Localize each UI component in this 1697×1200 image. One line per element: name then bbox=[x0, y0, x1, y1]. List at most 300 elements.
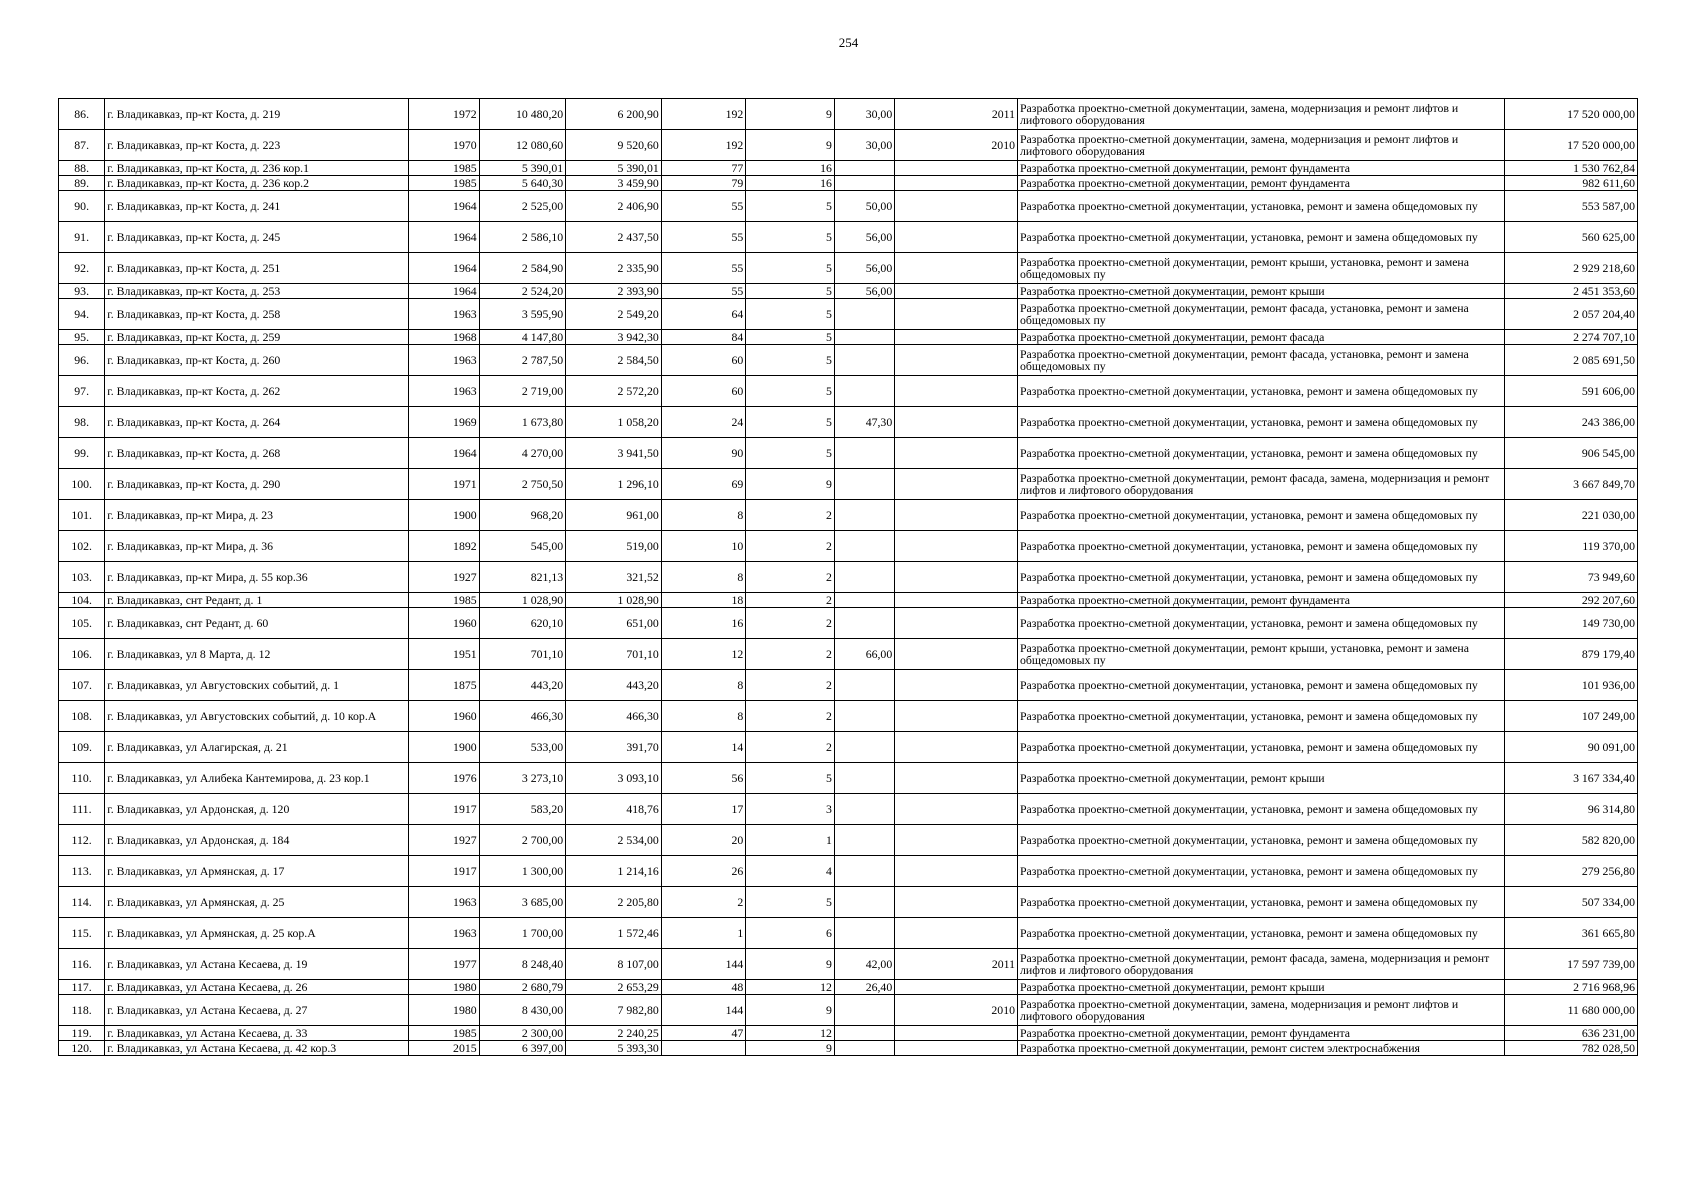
floors-cell: 5 bbox=[746, 284, 835, 299]
residential-area-cell: 418,76 bbox=[566, 794, 662, 825]
work-description-cell: Разработка проектно-сметной документации, ремонт крыши bbox=[1018, 284, 1505, 299]
year-built-cell: 1927 bbox=[409, 825, 479, 856]
residents-cell: 8 bbox=[661, 670, 746, 701]
wear-percent-cell bbox=[834, 670, 894, 701]
residential-area-cell: 2 653,29 bbox=[566, 980, 662, 995]
wear-percent-cell bbox=[834, 1026, 894, 1041]
residential-area-cell: 961,00 bbox=[566, 500, 662, 531]
table-row bbox=[59, 1041, 1638, 1056]
row-number-cell: 95. bbox=[59, 330, 105, 345]
work-description-cell: Разработка проектно-сметной документации, установка, ремонт и замена общедомовых пу bbox=[1018, 531, 1505, 562]
last-repair-year-cell bbox=[895, 161, 1018, 176]
row-number-cell: 91. bbox=[59, 222, 105, 253]
row-number-cell: 101. bbox=[59, 500, 105, 531]
row-number-cell: 115. bbox=[59, 918, 105, 949]
wear-percent-cell: 66,00 bbox=[834, 639, 894, 670]
address-cell: г. Владикавказ, пр-кт Коста, д. 241 bbox=[105, 191, 409, 222]
address-cell: г. Владикавказ, ул Ардонская, д. 120 bbox=[105, 794, 409, 825]
total-area-cell: 3 685,00 bbox=[479, 887, 566, 918]
floors-cell: 9 bbox=[746, 995, 835, 1026]
row-number-cell: 90. bbox=[59, 191, 105, 222]
page-number: 254 bbox=[838, 35, 859, 50]
residents-cell: 55 bbox=[661, 284, 746, 299]
cost-cell: 17 597 739,00 bbox=[1505, 949, 1638, 980]
address-cell: г. Владикавказ, ул Астана Кесаева, д. 27 bbox=[105, 995, 409, 1026]
work-description-cell: Разработка проектно-сметной документации, ремонт фасада bbox=[1018, 330, 1505, 345]
cost-cell: 582 820,00 bbox=[1505, 825, 1638, 856]
last-repair-year-cell bbox=[895, 763, 1018, 794]
wear-percent-cell: 30,00 bbox=[834, 130, 894, 161]
total-area-cell: 1 700,00 bbox=[479, 918, 566, 949]
cost-cell: 560 625,00 bbox=[1505, 222, 1638, 253]
address-cell: г. Владикавказ, ул Астана Кесаева, д. 26 bbox=[105, 980, 409, 995]
address-cell: г. Владикавказ, снт Редант, д. 1 bbox=[105, 593, 409, 608]
address-cell: г. Владикавказ, пр-кт Коста, д. 251 bbox=[105, 253, 409, 284]
table-row bbox=[59, 670, 1638, 701]
residential-area-cell: 2 393,90 bbox=[566, 284, 662, 299]
cost-cell: 906 545,00 bbox=[1505, 438, 1638, 469]
table-row bbox=[59, 130, 1638, 161]
work-description-cell: Разработка проектно-сметной документации, установка, ремонт и замена общедомовых пу bbox=[1018, 825, 1505, 856]
last-repair-year-cell bbox=[895, 407, 1018, 438]
residents-cell: 18 bbox=[661, 593, 746, 608]
residential-area-cell: 466,30 bbox=[566, 701, 662, 732]
residents-cell: 24 bbox=[661, 407, 746, 438]
address-cell: г. Владикавказ, пр-кт Коста, д. 258 bbox=[105, 299, 409, 330]
table-row bbox=[59, 407, 1638, 438]
address-cell: г. Владикавказ, пр-кт Коста, д. 236 кор.1 bbox=[105, 161, 409, 176]
address-cell: г. Владикавказ, ул Астана Кесаева, д. 33 bbox=[105, 1026, 409, 1041]
year-built-cell: 2015 bbox=[409, 1041, 479, 1056]
total-area-cell: 5 640,30 bbox=[479, 176, 566, 191]
floors-cell: 12 bbox=[746, 1026, 835, 1041]
floors-cell: 2 bbox=[746, 500, 835, 531]
floors-cell: 9 bbox=[746, 949, 835, 980]
cost-cell: 119 370,00 bbox=[1505, 531, 1638, 562]
cost-cell: 2 451 353,60 bbox=[1505, 284, 1638, 299]
total-area-cell: 2 584,90 bbox=[479, 253, 566, 284]
last-repair-year-cell bbox=[895, 980, 1018, 995]
year-built-cell: 1917 bbox=[409, 856, 479, 887]
residential-area-cell: 701,10 bbox=[566, 639, 662, 670]
year-built-cell: 1900 bbox=[409, 500, 479, 531]
residents-cell: 1 bbox=[661, 918, 746, 949]
year-built-cell: 1969 bbox=[409, 407, 479, 438]
residents-cell: 12 bbox=[661, 639, 746, 670]
last-repair-year-cell bbox=[895, 176, 1018, 191]
last-repair-year-cell bbox=[895, 639, 1018, 670]
year-built-cell: 1892 bbox=[409, 531, 479, 562]
residential-area-cell: 391,70 bbox=[566, 732, 662, 763]
table-row bbox=[59, 949, 1638, 980]
wear-percent-cell bbox=[834, 593, 894, 608]
work-description-cell: Разработка проектно-сметной документации, ремонт фасада, замена, модернизация и ремонт лифтов и лифтового оборудования bbox=[1018, 469, 1505, 500]
wear-percent-cell bbox=[834, 608, 894, 639]
wear-percent-cell bbox=[834, 732, 894, 763]
year-built-cell: 1917 bbox=[409, 794, 479, 825]
year-built-cell: 1964 bbox=[409, 222, 479, 253]
last-repair-year-cell bbox=[895, 222, 1018, 253]
last-repair-year-cell bbox=[895, 345, 1018, 376]
table-body bbox=[59, 99, 1638, 1056]
row-number-cell: 105. bbox=[59, 608, 105, 639]
residential-area-cell: 3 942,30 bbox=[566, 330, 662, 345]
floors-cell: 2 bbox=[746, 531, 835, 562]
residents-cell: 20 bbox=[661, 825, 746, 856]
floors-cell: 5 bbox=[746, 407, 835, 438]
year-built-cell: 1970 bbox=[409, 130, 479, 161]
table-row bbox=[59, 500, 1638, 531]
wear-percent-cell bbox=[834, 299, 894, 330]
residents-cell: 26 bbox=[661, 856, 746, 887]
row-number-cell: 97. bbox=[59, 376, 105, 407]
cost-cell: 782 028,50 bbox=[1505, 1041, 1638, 1056]
table-row bbox=[59, 376, 1638, 407]
residential-area-cell: 443,20 bbox=[566, 670, 662, 701]
work-description-cell: Разработка проектно-сметной документации, ремонт крыши, установка, ремонт и замена общедомовых пу bbox=[1018, 639, 1505, 670]
residents-cell: 64 bbox=[661, 299, 746, 330]
total-area-cell: 5 390,01 bbox=[479, 161, 566, 176]
residential-area-cell: 3 941,50 bbox=[566, 438, 662, 469]
floors-cell: 2 bbox=[746, 639, 835, 670]
total-area-cell: 1 300,00 bbox=[479, 856, 566, 887]
row-number-cell: 109. bbox=[59, 732, 105, 763]
wear-percent-cell bbox=[834, 161, 894, 176]
wear-percent-cell bbox=[834, 995, 894, 1026]
residential-area-cell: 2 584,50 bbox=[566, 345, 662, 376]
work-description-cell: Разработка проектно-сметной документации, ремонт систем электроснабжения bbox=[1018, 1041, 1505, 1056]
floors-cell: 4 bbox=[746, 856, 835, 887]
total-area-cell: 8 430,00 bbox=[479, 995, 566, 1026]
work-description-cell: Разработка проектно-сметной документации, установка, ремонт и замена общедомовых пу bbox=[1018, 222, 1505, 253]
residential-area-cell: 2 572,20 bbox=[566, 376, 662, 407]
floors-cell: 2 bbox=[746, 593, 835, 608]
residential-area-cell: 7 982,80 bbox=[566, 995, 662, 1026]
wear-percent-cell bbox=[834, 794, 894, 825]
residents-cell: 55 bbox=[661, 253, 746, 284]
residents-cell: 56 bbox=[661, 763, 746, 794]
work-description-cell: Разработка проектно-сметной документации, установка, ремонт и замена общедомовых пу bbox=[1018, 191, 1505, 222]
cost-cell: 149 730,00 bbox=[1505, 608, 1638, 639]
floors-cell: 5 bbox=[746, 299, 835, 330]
cost-cell: 636 231,00 bbox=[1505, 1026, 1638, 1041]
last-repair-year-cell bbox=[895, 856, 1018, 887]
last-repair-year-cell bbox=[895, 562, 1018, 593]
wear-percent-cell: 56,00 bbox=[834, 222, 894, 253]
address-cell: г. Владикавказ, пр-кт Мира, д. 55 кор.36 bbox=[105, 562, 409, 593]
wear-percent-cell bbox=[834, 345, 894, 376]
table-row bbox=[59, 608, 1638, 639]
residents-cell bbox=[661, 1041, 746, 1056]
row-number-cell: 87. bbox=[59, 130, 105, 161]
wear-percent-cell: 56,00 bbox=[834, 253, 894, 284]
total-area-cell: 3 595,90 bbox=[479, 299, 566, 330]
table-row bbox=[59, 763, 1638, 794]
cost-cell: 361 665,80 bbox=[1505, 918, 1638, 949]
year-built-cell: 1972 bbox=[409, 99, 479, 130]
total-area-cell: 545,00 bbox=[479, 531, 566, 562]
residential-area-cell: 2 437,50 bbox=[566, 222, 662, 253]
work-description-cell: Разработка проектно-сметной документации, установка, ремонт и замена общедомовых пу bbox=[1018, 376, 1505, 407]
cost-cell: 101 936,00 bbox=[1505, 670, 1638, 701]
year-built-cell: 1964 bbox=[409, 284, 479, 299]
row-number-cell: 107. bbox=[59, 670, 105, 701]
table-row bbox=[59, 639, 1638, 670]
row-number-cell: 120. bbox=[59, 1041, 105, 1056]
residential-area-cell: 1 296,10 bbox=[566, 469, 662, 500]
table-row bbox=[59, 887, 1638, 918]
wear-percent-cell bbox=[834, 176, 894, 191]
repair-program-table bbox=[58, 98, 1638, 1056]
address-cell: г. Владикавказ, снт Редант, д. 60 bbox=[105, 608, 409, 639]
total-area-cell: 968,20 bbox=[479, 500, 566, 531]
address-cell: г. Владикавказ, пр-кт Коста, д. 253 bbox=[105, 284, 409, 299]
year-built-cell: 1968 bbox=[409, 330, 479, 345]
wear-percent-cell bbox=[834, 1041, 894, 1056]
work-description-cell: Разработка проектно-сметной документации, установка, ремонт и замена общедомовых пу bbox=[1018, 608, 1505, 639]
residents-cell: 8 bbox=[661, 701, 746, 732]
work-description-cell: Разработка проектно-сметной документации, ремонт фасада, установка, ремонт и замена общедомовых пу bbox=[1018, 345, 1505, 376]
address-cell: г. Владикавказ, ул Августовских событий, д. 1 bbox=[105, 670, 409, 701]
wear-percent-cell: 42,00 bbox=[834, 949, 894, 980]
last-repair-year-cell bbox=[895, 1041, 1018, 1056]
wear-percent-cell: 47,30 bbox=[834, 407, 894, 438]
cost-cell: 3 167 334,40 bbox=[1505, 763, 1638, 794]
address-cell: г. Владикавказ, пр-кт Коста, д. 259 bbox=[105, 330, 409, 345]
wear-percent-cell bbox=[834, 701, 894, 732]
last-repair-year-cell: 2010 bbox=[895, 995, 1018, 1026]
table-row bbox=[59, 531, 1638, 562]
row-number-cell: 94. bbox=[59, 299, 105, 330]
year-built-cell: 1960 bbox=[409, 608, 479, 639]
row-number-cell: 110. bbox=[59, 763, 105, 794]
work-description-cell: Разработка проектно-сметной документации, установка, ремонт и замена общедомовых пу bbox=[1018, 856, 1505, 887]
table-row bbox=[59, 253, 1638, 284]
row-number-cell: 93. bbox=[59, 284, 105, 299]
table-row bbox=[59, 345, 1638, 376]
last-repair-year-cell: 2010 bbox=[895, 130, 1018, 161]
residential-area-cell: 3 093,10 bbox=[566, 763, 662, 794]
work-description-cell: Разработка проектно-сметной документации, установка, ремонт и замена общедомовых пу bbox=[1018, 732, 1505, 763]
row-number-cell: 106. bbox=[59, 639, 105, 670]
address-cell: г. Владикавказ, ул Астана Кесаева, д. 42 кор.3 bbox=[105, 1041, 409, 1056]
table-row bbox=[59, 330, 1638, 345]
address-cell: г. Владикавказ, ул Августовских событий, д. 10 кор.А bbox=[105, 701, 409, 732]
total-area-cell: 12 080,60 bbox=[479, 130, 566, 161]
cost-cell: 1 530 762,84 bbox=[1505, 161, 1638, 176]
residents-cell: 60 bbox=[661, 345, 746, 376]
year-built-cell: 1964 bbox=[409, 438, 479, 469]
address-cell: г. Владикавказ, ул Армянская, д. 25 bbox=[105, 887, 409, 918]
work-description-cell: Разработка проектно-сметной документации, ремонт крыши bbox=[1018, 763, 1505, 794]
cost-cell: 507 334,00 bbox=[1505, 887, 1638, 918]
total-area-cell: 533,00 bbox=[479, 732, 566, 763]
year-built-cell: 1927 bbox=[409, 562, 479, 593]
year-built-cell: 1963 bbox=[409, 918, 479, 949]
table-row bbox=[59, 562, 1638, 593]
last-repair-year-cell bbox=[895, 299, 1018, 330]
total-area-cell: 4 270,00 bbox=[479, 438, 566, 469]
cost-cell: 2 057 204,40 bbox=[1505, 299, 1638, 330]
table-row bbox=[59, 825, 1638, 856]
address-cell: г. Владикавказ, ул Алагирская, д. 21 bbox=[105, 732, 409, 763]
row-number-cell: 111. bbox=[59, 794, 105, 825]
total-area-cell: 2 719,00 bbox=[479, 376, 566, 407]
address-cell: г. Владикавказ, пр-кт Мира, д. 36 bbox=[105, 531, 409, 562]
floors-cell: 2 bbox=[746, 562, 835, 593]
last-repair-year-cell: 2011 bbox=[895, 99, 1018, 130]
wear-percent-cell: 56,00 bbox=[834, 284, 894, 299]
total-area-cell: 2 750,50 bbox=[479, 469, 566, 500]
floors-cell: 9 bbox=[746, 130, 835, 161]
cost-cell: 3 667 849,70 bbox=[1505, 469, 1638, 500]
total-area-cell: 1 673,80 bbox=[479, 407, 566, 438]
work-description-cell: Разработка проектно-сметной документации, установка, ремонт и замена общедомовых пу bbox=[1018, 918, 1505, 949]
residents-cell: 55 bbox=[661, 191, 746, 222]
table-row bbox=[59, 593, 1638, 608]
address-cell: г. Владикавказ, пр-кт Коста, д. 264 bbox=[105, 407, 409, 438]
floors-cell: 5 bbox=[746, 253, 835, 284]
residents-cell: 2 bbox=[661, 887, 746, 918]
row-number-cell: 104. bbox=[59, 593, 105, 608]
floors-cell: 2 bbox=[746, 670, 835, 701]
total-area-cell: 443,20 bbox=[479, 670, 566, 701]
year-built-cell: 1985 bbox=[409, 593, 479, 608]
table-row bbox=[59, 438, 1638, 469]
work-description-cell: Разработка проектно-сметной документации, ремонт крыши bbox=[1018, 980, 1505, 995]
cost-cell: 11 680 000,00 bbox=[1505, 995, 1638, 1026]
total-area-cell: 2 680,79 bbox=[479, 980, 566, 995]
table-row bbox=[59, 1026, 1638, 1041]
table-row bbox=[59, 284, 1638, 299]
table-row bbox=[59, 161, 1638, 176]
address-cell: г. Владикавказ, пр-кт Коста, д. 223 bbox=[105, 130, 409, 161]
table-row bbox=[59, 732, 1638, 763]
floors-cell: 16 bbox=[746, 176, 835, 191]
table-row bbox=[59, 299, 1638, 330]
wear-percent-cell bbox=[834, 531, 894, 562]
total-area-cell: 620,10 bbox=[479, 608, 566, 639]
floors-cell: 2 bbox=[746, 608, 835, 639]
total-area-cell: 10 480,20 bbox=[479, 99, 566, 130]
last-repair-year-cell bbox=[895, 887, 1018, 918]
cost-cell: 96 314,80 bbox=[1505, 794, 1638, 825]
table-row bbox=[59, 794, 1638, 825]
cost-cell: 2 929 218,60 bbox=[1505, 253, 1638, 284]
wear-percent-cell bbox=[834, 856, 894, 887]
table-row bbox=[59, 222, 1638, 253]
wear-percent-cell bbox=[834, 887, 894, 918]
row-number-cell: 118. bbox=[59, 995, 105, 1026]
total-area-cell: 583,20 bbox=[479, 794, 566, 825]
year-built-cell: 1980 bbox=[409, 995, 479, 1026]
row-number-cell: 98. bbox=[59, 407, 105, 438]
address-cell: г. Владикавказ, ул Алибека Кантемирова, д. 23 кор.1 bbox=[105, 763, 409, 794]
work-description-cell: Разработка проектно-сметной документации, ремонт фундамента bbox=[1018, 593, 1505, 608]
total-area-cell: 701,10 bbox=[479, 639, 566, 670]
floors-cell: 9 bbox=[746, 469, 835, 500]
last-repair-year-cell bbox=[895, 330, 1018, 345]
year-built-cell: 1960 bbox=[409, 701, 479, 732]
residents-cell: 69 bbox=[661, 469, 746, 500]
total-area-cell: 8 248,40 bbox=[479, 949, 566, 980]
last-repair-year-cell bbox=[895, 701, 1018, 732]
cost-cell: 2 085 691,50 bbox=[1505, 345, 1638, 376]
last-repair-year-cell bbox=[895, 500, 1018, 531]
wear-percent-cell bbox=[834, 918, 894, 949]
residential-area-cell: 2 205,80 bbox=[566, 887, 662, 918]
cost-cell: 17 520 000,00 bbox=[1505, 130, 1638, 161]
row-number-cell: 88. bbox=[59, 161, 105, 176]
total-area-cell: 2 787,50 bbox=[479, 345, 566, 376]
row-number-cell: 114. bbox=[59, 887, 105, 918]
last-repair-year-cell bbox=[895, 794, 1018, 825]
total-area-cell: 3 273,10 bbox=[479, 763, 566, 794]
residential-area-cell: 5 393,30 bbox=[566, 1041, 662, 1056]
row-number-cell: 112. bbox=[59, 825, 105, 856]
work-description-cell: Разработка проектно-сметной документации, ремонт фундамента bbox=[1018, 161, 1505, 176]
row-number-cell: 102. bbox=[59, 531, 105, 562]
address-cell: г. Владикавказ, пр-кт Мира, д. 23 bbox=[105, 500, 409, 531]
residential-area-cell: 6 200,90 bbox=[566, 99, 662, 130]
address-cell: г. Владикавказ, пр-кт Коста, д. 245 bbox=[105, 222, 409, 253]
cost-cell: 73 949,60 bbox=[1505, 562, 1638, 593]
residential-area-cell: 2 549,20 bbox=[566, 299, 662, 330]
address-cell: г. Владикавказ, ул 8 Марта, д. 12 bbox=[105, 639, 409, 670]
last-repair-year-cell bbox=[895, 1026, 1018, 1041]
total-area-cell: 466,30 bbox=[479, 701, 566, 732]
floors-cell: 5 bbox=[746, 345, 835, 376]
work-description-cell: Разработка проектно-сметной документации, установка, ремонт и замена общедомовых пу bbox=[1018, 407, 1505, 438]
residents-cell: 60 bbox=[661, 376, 746, 407]
year-built-cell: 1963 bbox=[409, 376, 479, 407]
floors-cell: 5 bbox=[746, 222, 835, 253]
year-built-cell: 1971 bbox=[409, 469, 479, 500]
table-row bbox=[59, 980, 1638, 995]
wear-percent-cell: 30,00 bbox=[834, 99, 894, 130]
residents-cell: 84 bbox=[661, 330, 746, 345]
residents-cell: 90 bbox=[661, 438, 746, 469]
cost-cell: 90 091,00 bbox=[1505, 732, 1638, 763]
work-description-cell: Разработка проектно-сметной документации, установка, ремонт и замена общедомовых пу bbox=[1018, 887, 1505, 918]
work-description-cell: Разработка проектно-сметной документации, установка, ремонт и замена общедомовых пу bbox=[1018, 438, 1505, 469]
residential-area-cell: 1 214,16 bbox=[566, 856, 662, 887]
wear-percent-cell bbox=[834, 763, 894, 794]
residents-cell: 16 bbox=[661, 608, 746, 639]
year-built-cell: 1985 bbox=[409, 161, 479, 176]
residents-cell: 8 bbox=[661, 500, 746, 531]
cost-cell: 107 249,00 bbox=[1505, 701, 1638, 732]
total-area-cell: 1 028,90 bbox=[479, 593, 566, 608]
table-row bbox=[59, 856, 1638, 887]
residential-area-cell: 1 028,90 bbox=[566, 593, 662, 608]
row-number-cell: 103. bbox=[59, 562, 105, 593]
year-built-cell: 1963 bbox=[409, 299, 479, 330]
cost-cell: 2 274 707,10 bbox=[1505, 330, 1638, 345]
residents-cell: 79 bbox=[661, 176, 746, 191]
year-built-cell: 1951 bbox=[409, 639, 479, 670]
year-built-cell: 1900 bbox=[409, 732, 479, 763]
address-cell: г. Владикавказ, ул Астана Кесаева, д. 19 bbox=[105, 949, 409, 980]
residents-cell: 8 bbox=[661, 562, 746, 593]
floors-cell: 5 bbox=[746, 191, 835, 222]
last-repair-year-cell bbox=[895, 253, 1018, 284]
wear-percent-cell bbox=[834, 438, 894, 469]
residents-cell: 192 bbox=[661, 130, 746, 161]
work-description-cell: Разработка проектно-сметной документации, ремонт фундамента bbox=[1018, 176, 1505, 191]
address-cell: г. Владикавказ, пр-кт Коста, д. 290 bbox=[105, 469, 409, 500]
wear-percent-cell bbox=[834, 562, 894, 593]
